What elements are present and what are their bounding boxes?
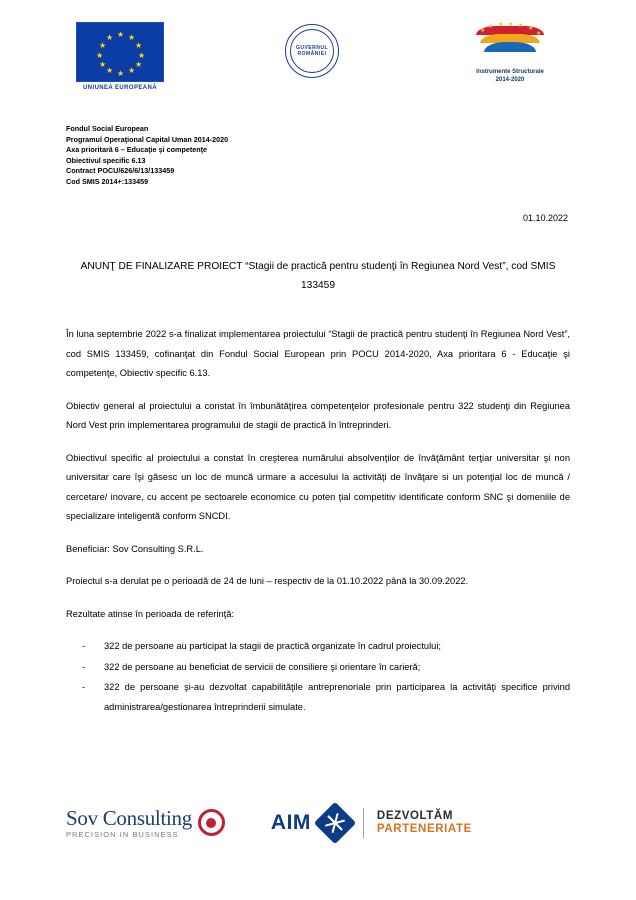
meta-line-4: Obiectivul specific 6.13 xyxy=(66,155,146,165)
structural-caption-line2: 2014-2020 xyxy=(495,77,525,83)
aim-slogan-line2: PARTENERIATE xyxy=(376,822,472,835)
snowflake-icon xyxy=(314,802,356,844)
page-title: ANUNŢ DE FINALIZARE PROIECT “Stagii de practică pentru studenţi în Regiunea Nord Vest”, cod SMIS 133459 xyxy=(80,261,556,291)
list-item: - 322 de persoane şi-au dezvoltat capabilităţile antreprenoriale prin participarea la activităţi specifice privind administrarea/gestionarea întreprinderii simulate. xyxy=(66,678,570,717)
aim-divider xyxy=(363,808,364,838)
eu-logo xyxy=(66,22,174,91)
document-body xyxy=(66,325,570,717)
gov-seal-line2: ROMÂNIEI xyxy=(297,51,327,57)
meta-line-6: Cod SMIS 2014+:133459 xyxy=(66,176,149,186)
paragraph-beneficiary: Beneficiar: Sov Consulting S.R.L. xyxy=(66,543,204,554)
aim-logo-word: AIM xyxy=(270,810,311,834)
aim-logo xyxy=(271,808,472,838)
eu-flag-icon: ★ ★ ★ ★ ★ ★ ★ ★ ★ ★ ★ ★ xyxy=(76,22,164,82)
results-list xyxy=(66,637,570,717)
list-item: - 322 de persoane au beneficiat de servicii de consiliere şi orientare în carieră; xyxy=(66,658,570,678)
meta-line-1: Fondul Social European xyxy=(66,124,149,133)
structural-caption-line1: Instrumente Structurale xyxy=(476,69,544,75)
paragraph-1: În luna septembrie 2022 s-a finalizat implementarea proiectului “Stagii de practică pentru studenţi în Regiunea Nord Vest”, cod SMIS 133459, cofinanţat din Fondul Social European prin POCU 2014-2020, Axa prioritara 6 - Educaţie şi competenţe, Obiectiv specific 6.13. xyxy=(66,329,570,378)
structural-stars: ★ ★ ★ ★ ★ ★ ★ xyxy=(480,22,542,37)
meta-line-5: Contract POCU/626/6/13/133459 xyxy=(66,166,175,175)
header-logo-row xyxy=(66,0,570,94)
paragraph-2: Obiectiv general al proiectului a constat în îmbunătăţirea competenţelor profesionale pentru 322 studenţi din Regiunea Nord Vest prin implementarea programului de stagii de practică în întreprinderi. xyxy=(66,400,570,430)
structural-instruments-logo xyxy=(450,22,570,84)
document-date: 01.10.2022 xyxy=(522,213,568,223)
eu-logo-caption: UNIUNEA EUROPEANĂ xyxy=(83,85,157,91)
project-meta-block xyxy=(66,124,570,187)
meta-line-3: Axa prioritară 6 – Educaţie şi competenţe xyxy=(66,145,208,154)
paragraph-results-intro: Rezultate atinse în perioada de referinţă: xyxy=(66,608,234,619)
target-icon xyxy=(198,809,225,836)
sov-logo-tagline: PRECISION IN BUSINESS xyxy=(66,829,179,839)
list-item: - 322 de persoane au participat la stagii de practică organizate în cadrul proiectului; xyxy=(66,637,570,657)
aim-slogan-line1: DEZVOLTĂM xyxy=(376,809,454,822)
footer-logo-row xyxy=(66,805,570,839)
government-logo xyxy=(252,22,372,78)
sov-logo-name: Sov Consulting xyxy=(66,805,192,830)
sov-consulting-logo xyxy=(66,805,225,839)
gov-seal-line1: GUVERNUL xyxy=(295,45,329,51)
paragraph-3: Obiectivul specific al proiectului a constat în creşterea numărului absolvenţilor de învăţământ terţiar universitar şi non universitar care îşi găsesc un loc de muncă urmare a accesului la activităţi de învăţare si un potenţial loc de muncă / cercetare/ inovare, cu accent pe sectoarele economice cu poten ţial competitiv identificate conform SNC şi domeniile de specializare inteligentă conform SNCDI. xyxy=(66,452,570,521)
paragraph-duration: Proiectul s-a derulat pe o perioadă de 24 de luni – respectiv de la 01.10.2022 până la 30.09.2022. xyxy=(66,576,469,586)
romania-government-seal-icon xyxy=(285,24,339,78)
meta-line-2: Programul Operaţional Capital Uman 2014-2020 xyxy=(66,134,229,144)
structural-instruments-icon xyxy=(474,22,546,66)
